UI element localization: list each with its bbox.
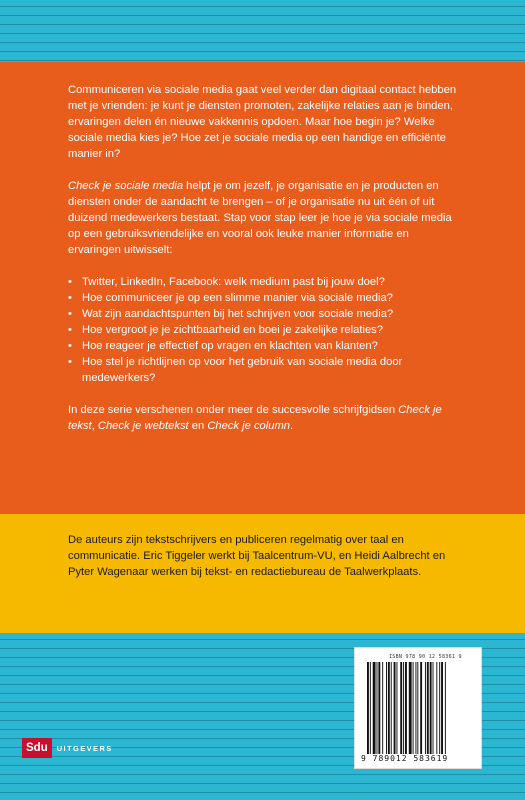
book-title: Check je sociale media (68, 180, 184, 192)
barcode-bars (367, 662, 475, 754)
blurb-panel (0, 62, 525, 514)
barcode-bar (388, 662, 390, 754)
barcode-bar (425, 662, 426, 754)
barcode-bar (441, 662, 443, 754)
series-title: Check je column (207, 420, 291, 432)
separator: en (188, 420, 208, 432)
barcode-bar (417, 662, 418, 754)
barcode-bar (403, 662, 404, 754)
barcode-bar (391, 662, 392, 754)
description-text: helpt je om jezelf, je organisatie en je producten en diensten onder de aandacht te brengen – of je organisatie nu uit één of uit duizend medewerkers bestaat. Stap voor stap leer je hoe je via sociale media op een gebruiksvriendelijke en vooral ook leuke manier informatie en ervaringen uitwisselt: (68, 180, 452, 256)
barcode-bar (382, 662, 383, 754)
barcode-bar (420, 662, 422, 754)
barcode-bar (370, 662, 371, 754)
barcode-bar (413, 662, 414, 754)
barcode-bar (405, 662, 407, 754)
barcode-bar (445, 662, 446, 754)
description-paragraph (68, 178, 463, 258)
series-intro: In deze serie verschenen onder meer de succesvolle schrijfgidsen (68, 404, 399, 416)
barcode-bar (415, 662, 416, 754)
barcode-label (354, 647, 482, 769)
barcode-bar (436, 662, 437, 754)
barcode-bar (400, 662, 402, 754)
list-item: • Wat zijn aandachtspunten bij het schrijven voor sociale media? (68, 306, 463, 322)
publisher-name: UITGEVERS (56, 743, 113, 753)
barcode-bar (394, 662, 396, 754)
isbn-digits: 9 789012 583619 (361, 754, 449, 763)
barcode-bar (433, 662, 434, 754)
list-item: • Hoe stel je richtlijnen op voor het gebruik van sociale media door medewerkers? (68, 354, 463, 386)
barcode-bar (378, 662, 380, 754)
barcode-bar (430, 662, 432, 754)
list-item: • Hoe reageer je effectief op vragen en klachten van klanten? (68, 338, 463, 354)
separator: , (91, 420, 98, 432)
series-paragraph (68, 402, 463, 434)
topic-list (68, 274, 463, 386)
list-item: • Twitter, LinkedIn, Facebook: welk medium past bij jouw doel? (68, 274, 463, 290)
publisher-logo (22, 737, 113, 759)
barcode-bar (439, 662, 440, 754)
series-title: Check je tekst (68, 404, 442, 432)
authors-panel (0, 514, 525, 633)
barcode-bar (367, 662, 369, 754)
barcode-bar (373, 662, 376, 754)
top-stripe-band (0, 0, 525, 62)
isbn-label: ISBN 978 90 12 58361 9 (389, 654, 462, 660)
barcode-bar (396, 662, 397, 754)
intro-paragraph: Communiceren via sociale media gaat veel verder dan digitaal contact hebben met je vrienden: je kunt je diensten promoten, zakelijke relaties aan je binden, ervaringen delen én nieuwe vakkennis opdoen. Maar hoe begin je? Welke sociale media kies je? Hoe zet je sociale media op een handige en efficiënte manier in? (68, 84, 457, 160)
authors-paragraph: De auteurs zijn tekstschrijvers en publiceren regelmatig over taal en communicatie. Eric Tiggeler werkt bij Taalcentrum-VU, en Heidi Aalbrecht en Pyter Wagenaar werken bij tekst- en redactiebureau de Taalwerkplaats. (68, 534, 446, 578)
list-item: • Hoe vergroot je je zichtbaarheid en boei je zakelijke relaties? (68, 322, 463, 338)
barcode-bar (409, 662, 412, 754)
barcode-bar (386, 662, 387, 754)
sdu-logo-mark: Sdu (22, 738, 52, 758)
barcode-bar (427, 662, 429, 754)
separator: . (290, 420, 294, 432)
barcode-bar (377, 662, 378, 754)
series-title: Check je webtekst (97, 420, 189, 432)
list-item: • Hoe communiceer je op een slimme manier via sociale media? (68, 290, 463, 306)
